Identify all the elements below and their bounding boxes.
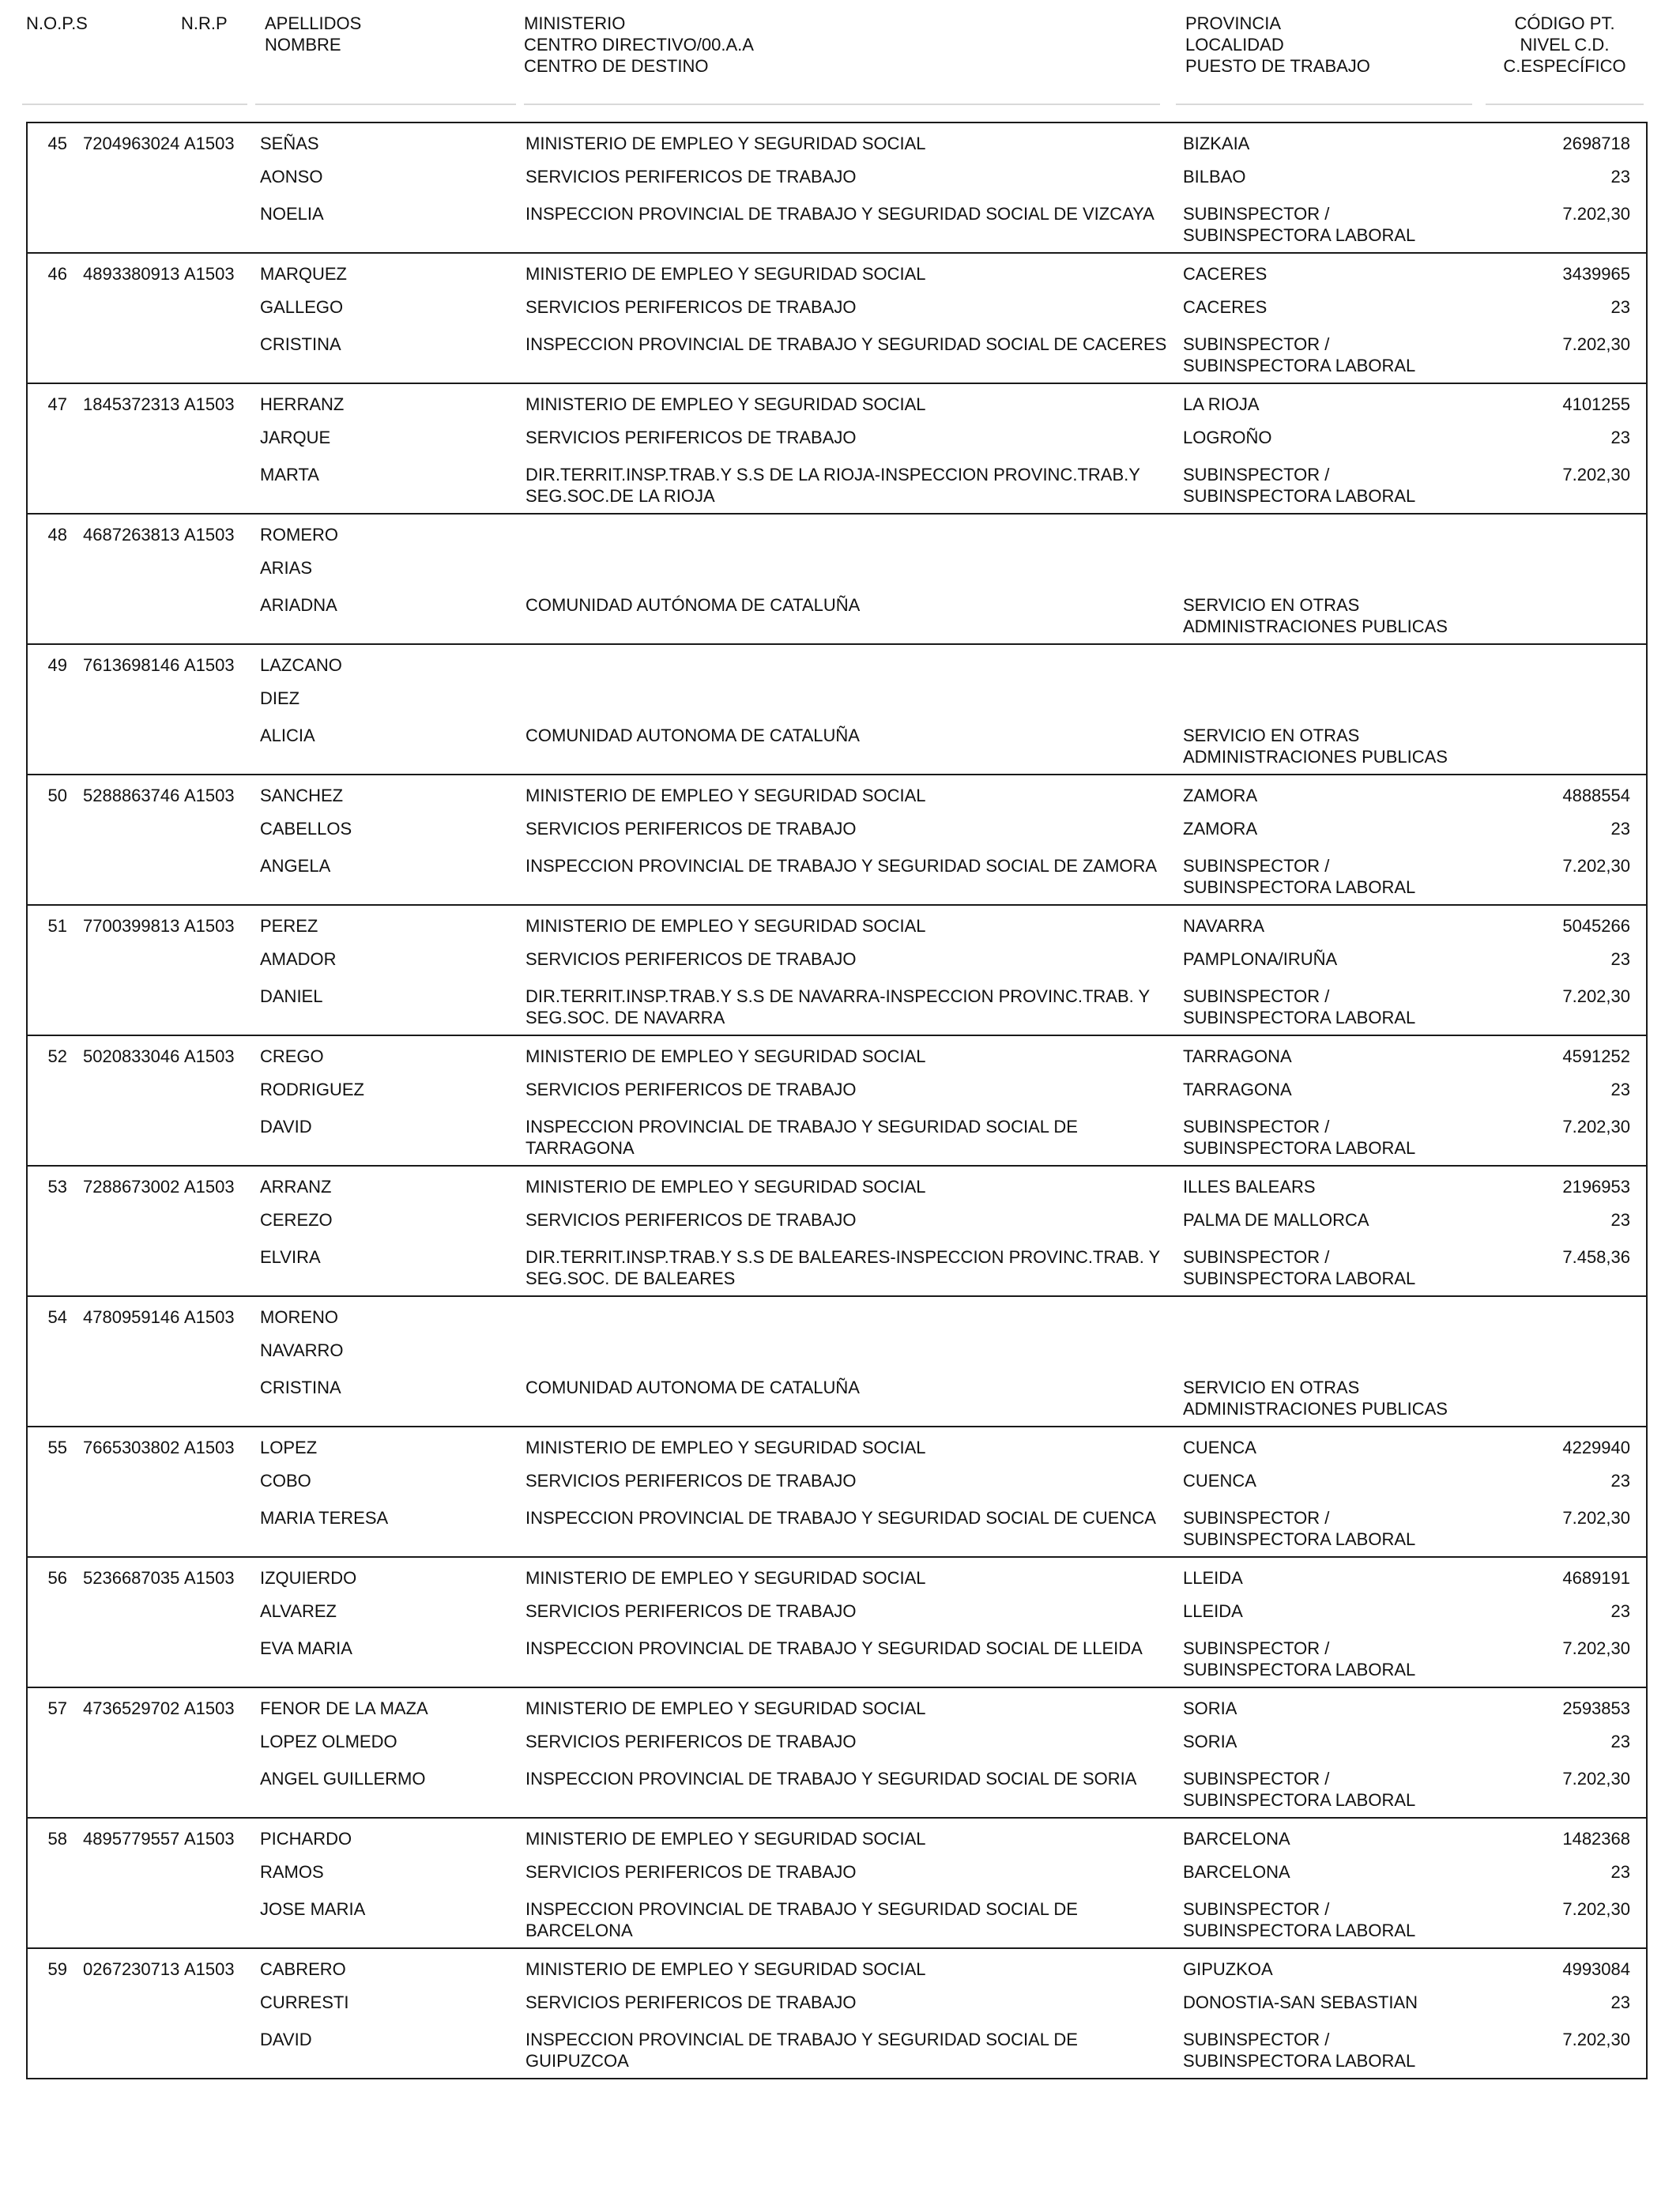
centro-destino <box>525 986 1150 1028</box>
text-line: SUBINSPECTOR / <box>1183 204 1330 224</box>
nops-value: 0267230713 <box>83 1959 180 1979</box>
records-table <box>26 123 1648 2079</box>
nops-value: 1845372313 <box>83 394 180 414</box>
centro-destino <box>525 1116 1078 1159</box>
ministerio: MINISTERIO DE EMPLEO Y SEGURIDAD SOCIAL <box>525 1959 926 1979</box>
nivel-cd: 23 <box>1610 819 1630 839</box>
record-block <box>26 904 1648 1036</box>
record-number: 45 <box>47 134 67 153</box>
provincia: NAVARRA <box>1183 916 1265 936</box>
record-number: 58 <box>47 1829 67 1849</box>
record-block <box>26 1556 1648 1688</box>
localidad: BARCELONA <box>1183 1862 1290 1882</box>
nombre: DAVID <box>260 1117 312 1137</box>
text-line: SUBINSPECTOR / <box>1183 1899 1330 1919</box>
provincia: CACERES <box>1183 264 1268 284</box>
complemento-especifico: 7.202,30 <box>1562 1508 1630 1528</box>
text-line: INSPECCION PROVINCIAL DE TRABAJO Y SEGURIDAD SOCIAL DE LLEIDA <box>525 1638 1143 1658</box>
record-number: 49 <box>47 655 67 675</box>
text-line: SUBINSPECTORA LABORAL <box>1183 356 1416 375</box>
nops-value: 5236687035 <box>83 1568 180 1588</box>
nivel-cd: 23 <box>1610 1732 1630 1751</box>
text-line: SUBINSPECTOR / <box>1183 465 1330 484</box>
centro-directivo: SERVICIOS PERIFERICOS DE TRABAJO <box>525 1210 857 1230</box>
record-number: 53 <box>47 1177 67 1197</box>
localidad: CACERES <box>1183 297 1268 317</box>
localidad: DONOSTIA-SAN SEBASTIAN <box>1183 1992 1418 2012</box>
apellido1: ARRANZ <box>260 1177 332 1197</box>
nombre: DAVID <box>260 2030 312 2049</box>
apellido1: ROMERO <box>260 525 338 545</box>
record-block <box>26 1426 1648 1558</box>
nops-value: 7665303802 <box>83 1438 180 1457</box>
complemento-especifico: 7.202,30 <box>1562 1117 1630 1137</box>
localidad: SORIA <box>1183 1732 1237 1751</box>
centro-directivo: SERVICIOS PERIFERICOS DE TRABAJO <box>525 167 857 187</box>
text-line: DIR.TERRIT.INSP.TRAB.Y S.S DE LA RIOJA-INSPECCION PROVINC.TRAB.Y <box>525 465 1140 484</box>
codigo-pt: 4993084 <box>1562 1959 1630 1979</box>
header-nombre: NOMBRE <box>265 35 341 55</box>
nops-value: 5288863746 <box>83 786 180 805</box>
nombre: ELVIRA <box>260 1247 321 1267</box>
nombre: MARTA <box>260 465 319 484</box>
centro-destino <box>525 203 1155 224</box>
ministerio: MINISTERIO DE EMPLEO Y SEGURIDAD SOCIAL <box>525 394 926 414</box>
apellido1: PICHARDO <box>260 1829 352 1849</box>
nombre: ARIADNA <box>260 595 337 615</box>
text-line: SEG.SOC. DE BALEARES <box>525 1269 736 1288</box>
text-line: SUBINSPECTORA LABORAL <box>1183 1008 1416 1027</box>
record-block <box>26 383 1648 515</box>
apellido2: ARIAS <box>260 558 313 578</box>
record-number: 52 <box>47 1046 67 1066</box>
text-line: SEG.SOC. DE NAVARRA <box>525 1008 725 1027</box>
header-rule <box>1176 104 1472 105</box>
apellido2: AONSO <box>260 167 323 187</box>
centro-destino <box>525 1377 860 1398</box>
text-line: ADMINISTRACIONES PUBLICAS <box>1183 1399 1448 1419</box>
text-line: INSPECCION PROVINCIAL DE TRABAJO Y SEGURIDAD SOCIAL DE CACERES <box>525 334 1167 354</box>
record-block <box>26 643 1648 775</box>
centro-directivo: SERVICIOS PERIFERICOS DE TRABAJO <box>525 819 857 839</box>
ministerio: MINISTERIO DE EMPLEO Y SEGURIDAD SOCIAL <box>525 1438 926 1457</box>
puesto-trabajo <box>1183 2029 1415 2071</box>
codigo-pt: 4101255 <box>1562 394 1630 414</box>
apellido2: CEREZO <box>260 1210 333 1230</box>
localidad: ZAMORA <box>1183 819 1258 839</box>
ministerio: MINISTERIO DE EMPLEO Y SEGURIDAD SOCIAL <box>525 1568 926 1588</box>
provincia: BIZKAIA <box>1183 134 1250 153</box>
codigo-pt: 3439965 <box>1562 264 1630 284</box>
record-number: 57 <box>47 1698 67 1718</box>
text-line: DIR.TERRIT.INSP.TRAB.Y S.S DE NAVARRA-INSPECCION PROVINC.TRAB. Y <box>525 986 1151 1006</box>
centro-destino <box>525 1638 1143 1659</box>
text-line: SEG.SOC.DE LA RIOJA <box>525 486 715 506</box>
complemento-especifico: 7.202,30 <box>1562 1638 1630 1658</box>
text-line: SUBINSPECTOR / <box>1183 2030 1330 2049</box>
header-ministerio: MINISTERIO <box>524 13 626 33</box>
puesto-trabajo <box>1183 986 1415 1028</box>
text-line: INSPECCION PROVINCIAL DE TRABAJO Y SEGURIDAD SOCIAL DE <box>525 1899 1078 1919</box>
record-block <box>26 774 1648 906</box>
text-line: SUBINSPECTOR / <box>1183 1117 1330 1137</box>
centro-directivo: SERVICIOS PERIFERICOS DE TRABAJO <box>525 1080 857 1099</box>
nivel-cd: 23 <box>1610 1210 1630 1230</box>
nrp-value: A1503 <box>184 1307 235 1327</box>
centro-destino <box>525 1898 1078 1941</box>
apellido1: HERRANZ <box>260 394 345 414</box>
complemento-especifico: 7.202,30 <box>1562 986 1630 1006</box>
apellido2: COBO <box>260 1471 311 1491</box>
text-line: SUBINSPECTORA LABORAL <box>1183 486 1416 506</box>
record-block <box>26 1947 1648 2079</box>
complemento-especifico: 7.202,30 <box>1562 2030 1630 2049</box>
text-line: SERVICIO EN OTRAS <box>1183 726 1360 745</box>
puesto-trabajo <box>1183 1768 1415 1811</box>
apellido1: FENOR DE LA MAZA <box>260 1698 428 1718</box>
nivel-cd: 23 <box>1610 1992 1630 2012</box>
header-nops: N.O.P.S <box>26 13 88 33</box>
localidad: CUENCA <box>1183 1471 1256 1491</box>
nivel-cd: 23 <box>1610 1601 1630 1621</box>
nops-value: 7700399813 <box>83 916 180 936</box>
text-line: INSPECCION PROVINCIAL DE TRABAJO Y SEGURIDAD SOCIAL DE <box>525 1117 1078 1137</box>
puesto-trabajo <box>1183 464 1415 507</box>
text-line: SUBINSPECTOR / <box>1183 856 1330 876</box>
text-line: SUBINSPECTORA LABORAL <box>1183 1790 1416 1810</box>
nombre: CRISTINA <box>260 1378 341 1397</box>
nivel-cd: 23 <box>1610 1862 1630 1882</box>
centro-directivo: SERVICIOS PERIFERICOS DE TRABAJO <box>525 1601 857 1621</box>
nombre: NOELIA <box>260 204 324 224</box>
nivel-cd: 23 <box>1610 167 1630 187</box>
nombre: ANGEL GUILLERMO <box>260 1769 426 1789</box>
complemento-especifico: 7.202,30 <box>1562 465 1630 484</box>
codigo-pt: 4888554 <box>1562 786 1630 805</box>
centro-destino <box>525 2029 1078 2071</box>
complemento-especifico: 7.202,30 <box>1562 856 1630 876</box>
ministerio: MINISTERIO DE EMPLEO Y SEGURIDAD SOCIAL <box>525 264 926 284</box>
nrp-value: A1503 <box>184 264 235 284</box>
header-codigo: CÓDIGO PT. <box>1514 13 1615 33</box>
apellido1: LAZCANO <box>260 655 342 675</box>
centro-directivo: SERVICIOS PERIFERICOS DE TRABAJO <box>525 1862 857 1882</box>
record-number: 54 <box>47 1307 67 1327</box>
header-code <box>1486 13 1644 77</box>
ministerio: MINISTERIO DE EMPLEO Y SEGURIDAD SOCIAL <box>525 134 926 153</box>
header-centro-directivo: CENTRO DIRECTIVO/00.A.A <box>524 35 754 55</box>
ministerio: MINISTERIO DE EMPLEO Y SEGURIDAD SOCIAL <box>525 1177 926 1197</box>
puesto-trabajo <box>1183 594 1448 637</box>
nrp-value: A1503 <box>184 394 235 414</box>
nops-value: 4736529702 <box>83 1698 180 1718</box>
codigo-pt: 4229940 <box>1562 1438 1630 1457</box>
header-province <box>1185 13 1370 77</box>
header-centro-destino: CENTRO DE DESTINO <box>524 56 709 76</box>
provincia: SORIA <box>1183 1698 1237 1718</box>
text-line: SERVICIO EN OTRAS <box>1183 595 1360 615</box>
text-line: SUBINSPECTOR / <box>1183 334 1330 354</box>
centro-destino <box>525 1507 1156 1529</box>
nrp-value: A1503 <box>184 1698 235 1718</box>
apellido1: SEÑAS <box>260 134 319 153</box>
record-block <box>26 252 1648 384</box>
header-rule <box>255 104 516 105</box>
text-line: COMUNIDAD AUTONOMA DE CATALUÑA <box>525 1378 860 1397</box>
nombre: EVA MARIA <box>260 1638 352 1658</box>
text-line: SUBINSPECTORA LABORAL <box>1183 2051 1416 2071</box>
centro-directivo: SERVICIOS PERIFERICOS DE TRABAJO <box>525 1732 857 1751</box>
puesto-trabajo <box>1183 855 1415 898</box>
nrp-value: A1503 <box>184 1959 235 1979</box>
complemento-especifico: 7.202,30 <box>1562 334 1630 354</box>
nombre: JOSE MARIA <box>260 1899 366 1919</box>
record-block <box>26 1295 1648 1427</box>
header-especifico: C.ESPECÍFICO <box>1503 56 1626 76</box>
nops-value: 5020833046 <box>83 1046 180 1066</box>
apellido2: NAVARRO <box>260 1340 344 1360</box>
codigo-pt: 4689191 <box>1562 1568 1630 1588</box>
nivel-cd: 23 <box>1610 1080 1630 1099</box>
codigo-pt: 5045266 <box>1562 916 1630 936</box>
nivel-cd: 23 <box>1610 297 1630 317</box>
nombre: MARIA TERESA <box>260 1508 389 1528</box>
apellido1: CABRERO <box>260 1959 346 1979</box>
text-line: SUBINSPECTORA LABORAL <box>1183 1921 1416 1940</box>
apellido2: ALVAREZ <box>260 1601 337 1621</box>
provincia: CUENCA <box>1183 1438 1256 1457</box>
apellido2: LOPEZ OLMEDO <box>260 1732 397 1751</box>
ministerio: MINISTERIO DE EMPLEO Y SEGURIDAD SOCIAL <box>525 1698 926 1718</box>
text-line: BARCELONA <box>525 1921 633 1940</box>
provincia: GIPUZKOA <box>1183 1959 1273 1979</box>
puesto-trabajo <box>1183 203 1415 246</box>
apellido2: CABELLOS <box>260 819 352 839</box>
puesto-trabajo <box>1183 725 1448 767</box>
header-provincia: PROVINCIA <box>1185 13 1282 33</box>
localidad: PAMPLONA/IRUÑA <box>1183 949 1338 969</box>
text-line: SUBINSPECTOR / <box>1183 1638 1330 1658</box>
record-block <box>26 1687 1648 1819</box>
text-line: SUBINSPECTORA LABORAL <box>1183 1138 1416 1158</box>
record-block <box>26 1035 1648 1167</box>
header-localidad: LOCALIDAD <box>1185 35 1284 55</box>
apellido1: CREGO <box>260 1046 324 1066</box>
nrp-value: A1503 <box>184 525 235 545</box>
codigo-pt: 1482368 <box>1562 1829 1630 1849</box>
centro-directivo: SERVICIOS PERIFERICOS DE TRABAJO <box>525 1471 857 1491</box>
apellido2: AMADOR <box>260 949 337 969</box>
provincia: TARRAGONA <box>1183 1046 1292 1066</box>
apellido1: PEREZ <box>260 916 318 936</box>
text-line: INSPECCION PROVINCIAL DE TRABAJO Y SEGURIDAD SOCIAL DE ZAMORA <box>525 856 1158 876</box>
centro-destino <box>525 334 1166 355</box>
centro-destino <box>525 1768 1136 1789</box>
centro-destino <box>525 725 860 746</box>
apellido1: MARQUEZ <box>260 264 347 284</box>
column-header <box>0 13 1680 107</box>
complemento-especifico: 7.458,36 <box>1562 1247 1630 1267</box>
ministerio: MINISTERIO DE EMPLEO Y SEGURIDAD SOCIAL <box>525 786 926 805</box>
nivel-cd: 23 <box>1610 428 1630 447</box>
text-line: SUBINSPECTOR / <box>1183 1508 1330 1528</box>
record-block <box>26 1817 1648 1949</box>
puesto-trabajo <box>1183 1377 1448 1419</box>
record-number: 51 <box>47 916 67 936</box>
header-apellidos: APELLIDOS <box>265 13 362 33</box>
nombre: CRISTINA <box>260 334 341 354</box>
nrp-value: A1503 <box>184 1046 235 1066</box>
header-names <box>265 13 361 55</box>
nrp-value: A1503 <box>184 786 235 805</box>
header-rule <box>1486 104 1644 105</box>
text-line: GUIPUZCOA <box>525 2051 629 2071</box>
text-line: SUBINSPECTORA LABORAL <box>1183 1660 1416 1679</box>
complemento-especifico: 7.202,30 <box>1562 1899 1630 1919</box>
nops-value: 7613698146 <box>83 655 180 675</box>
record-number: 56 <box>47 1568 67 1588</box>
puesto-trabajo <box>1183 1507 1415 1550</box>
ministerio: MINISTERIO DE EMPLEO Y SEGURIDAD SOCIAL <box>525 1829 926 1849</box>
text-line: TARRAGONA <box>525 1138 635 1158</box>
record-number: 55 <box>47 1438 67 1457</box>
text-line: INSPECCION PROVINCIAL DE TRABAJO Y SEGURIDAD SOCIAL DE VIZCAYA <box>525 204 1155 224</box>
provincia: LA RIOJA <box>1183 394 1260 414</box>
text-line: INSPECCION PROVINCIAL DE TRABAJO Y SEGURIDAD SOCIAL DE CUENCA <box>525 1508 1156 1528</box>
localidad: LLEIDA <box>1183 1601 1243 1621</box>
apellido1: LOPEZ <box>260 1438 318 1457</box>
codigo-pt: 2196953 <box>1562 1177 1630 1197</box>
apellido2: CURRESTI <box>260 1992 349 2012</box>
nops-value: 4895779557 <box>83 1829 180 1849</box>
puesto-trabajo <box>1183 1116 1415 1159</box>
record-block <box>26 513 1648 645</box>
nivel-cd: 23 <box>1610 1471 1630 1491</box>
provincia: ZAMORA <box>1183 786 1258 805</box>
apellido2: DIEZ <box>260 688 300 708</box>
nops-value: 4893380913 <box>83 264 180 284</box>
localidad: PALMA DE MALLORCA <box>1183 1210 1369 1230</box>
text-line: SERVICIO EN OTRAS <box>1183 1378 1360 1397</box>
apellido1: MORENO <box>260 1307 338 1327</box>
text-line: INSPECCION PROVINCIAL DE TRABAJO Y SEGURIDAD SOCIAL DE SORIA <box>525 1769 1137 1789</box>
apellido1: IZQUIERDO <box>260 1568 357 1588</box>
text-line: SUBINSPECTORA LABORAL <box>1183 1529 1416 1549</box>
nivel-cd: 23 <box>1610 949 1630 969</box>
apellido2: RODRIGUEZ <box>260 1080 364 1099</box>
record-number: 59 <box>47 1959 67 1979</box>
nops-value: 4780959146 <box>83 1307 180 1327</box>
header-nivel: NIVEL C.D. <box>1520 35 1610 55</box>
localidad: TARRAGONA <box>1183 1080 1292 1099</box>
text-line: COMUNIDAD AUTÓNOMA DE CATALUÑA <box>525 595 861 615</box>
puesto-trabajo <box>1183 1638 1415 1680</box>
localidad: LOGROÑO <box>1183 428 1272 447</box>
codigo-pt: 2698718 <box>1562 134 1630 153</box>
text-line: SUBINSPECTORA LABORAL <box>1183 1269 1416 1288</box>
text-line: SUBINSPECTORA LABORAL <box>1183 877 1416 897</box>
apellido2: RAMOS <box>260 1862 324 1882</box>
ministerio: MINISTERIO DE EMPLEO Y SEGURIDAD SOCIAL <box>525 1046 926 1066</box>
record-number: 47 <box>47 394 67 414</box>
apellido2: GALLEGO <box>260 297 344 317</box>
puesto-trabajo <box>1183 1898 1415 1941</box>
text-line: ADMINISTRACIONES PUBLICAS <box>1183 747 1448 767</box>
nrp-value: A1503 <box>184 134 235 153</box>
apellido2: JARQUE <box>260 428 331 447</box>
record-number: 46 <box>47 264 67 284</box>
centro-destino <box>525 594 860 616</box>
ministerio: MINISTERIO DE EMPLEO Y SEGURIDAD SOCIAL <box>525 916 926 936</box>
nombre: ALICIA <box>260 726 315 745</box>
centro-directivo: SERVICIOS PERIFERICOS DE TRABAJO <box>525 297 857 317</box>
text-line: DIR.TERRIT.INSP.TRAB.Y S.S DE BALEARES-INSPECCION PROVINC.TRAB. Y <box>525 1247 1161 1267</box>
text-line: ADMINISTRACIONES PUBLICAS <box>1183 616 1448 636</box>
text-line: INSPECCION PROVINCIAL DE TRABAJO Y SEGURIDAD SOCIAL DE <box>525 2030 1078 2049</box>
nrp-value: A1503 <box>184 1568 235 1588</box>
header-nrp: N.R.P <box>181 13 228 33</box>
centro-directivo: SERVICIOS PERIFERICOS DE TRABAJO <box>525 428 857 447</box>
text-line: SUBINSPECTOR / <box>1183 1769 1330 1789</box>
header-puesto: PUESTO DE TRABAJO <box>1185 56 1370 76</box>
complemento-especifico: 7.202,30 <box>1562 1769 1630 1789</box>
text-line: SUBINSPECTORA LABORAL <box>1183 225 1416 245</box>
provincia: LLEIDA <box>1183 1568 1243 1588</box>
centro-destino <box>525 855 1157 876</box>
text-line: SUBINSPECTOR / <box>1183 986 1330 1006</box>
localidad: BILBAO <box>1183 167 1246 187</box>
apellido1: SANCHEZ <box>260 786 344 805</box>
codigo-pt: 4591252 <box>1562 1046 1630 1066</box>
record-block <box>26 122 1648 254</box>
puesto-trabajo <box>1183 1246 1415 1289</box>
complemento-especifico: 7.202,30 <box>1562 204 1630 224</box>
nrp-value: A1503 <box>184 655 235 675</box>
record-number: 48 <box>47 525 67 545</box>
codigo-pt: 2593853 <box>1562 1698 1630 1718</box>
nops-value: 7288673002 <box>83 1177 180 1197</box>
record-block <box>26 1165 1648 1297</box>
centro-destino <box>525 1246 1160 1289</box>
text-line: SUBINSPECTOR / <box>1183 1247 1330 1267</box>
nombre: ANGELA <box>260 856 331 876</box>
record-number: 50 <box>47 786 67 805</box>
centro-directivo: SERVICIOS PERIFERICOS DE TRABAJO <box>525 1992 857 2012</box>
header-rule <box>524 104 1160 105</box>
nombre: DANIEL <box>260 986 323 1006</box>
nrp-value: A1503 <box>184 1177 235 1197</box>
provincia: BARCELONA <box>1183 1829 1290 1849</box>
provincia: ILLES BALEARS <box>1183 1177 1316 1197</box>
header-ministry <box>524 13 754 77</box>
puesto-trabajo <box>1183 334 1415 376</box>
nrp-value: A1503 <box>184 1438 235 1457</box>
nrp-value: A1503 <box>184 1829 235 1849</box>
header-rule <box>22 104 247 105</box>
nops-value: 7204963024 <box>83 134 180 153</box>
centro-directivo: SERVICIOS PERIFERICOS DE TRABAJO <box>525 949 857 969</box>
centro-destino <box>525 464 1140 507</box>
nrp-value: A1503 <box>184 916 235 936</box>
nops-value: 4687263813 <box>83 525 180 545</box>
text-line: COMUNIDAD AUTONOMA DE CATALUÑA <box>525 726 860 745</box>
